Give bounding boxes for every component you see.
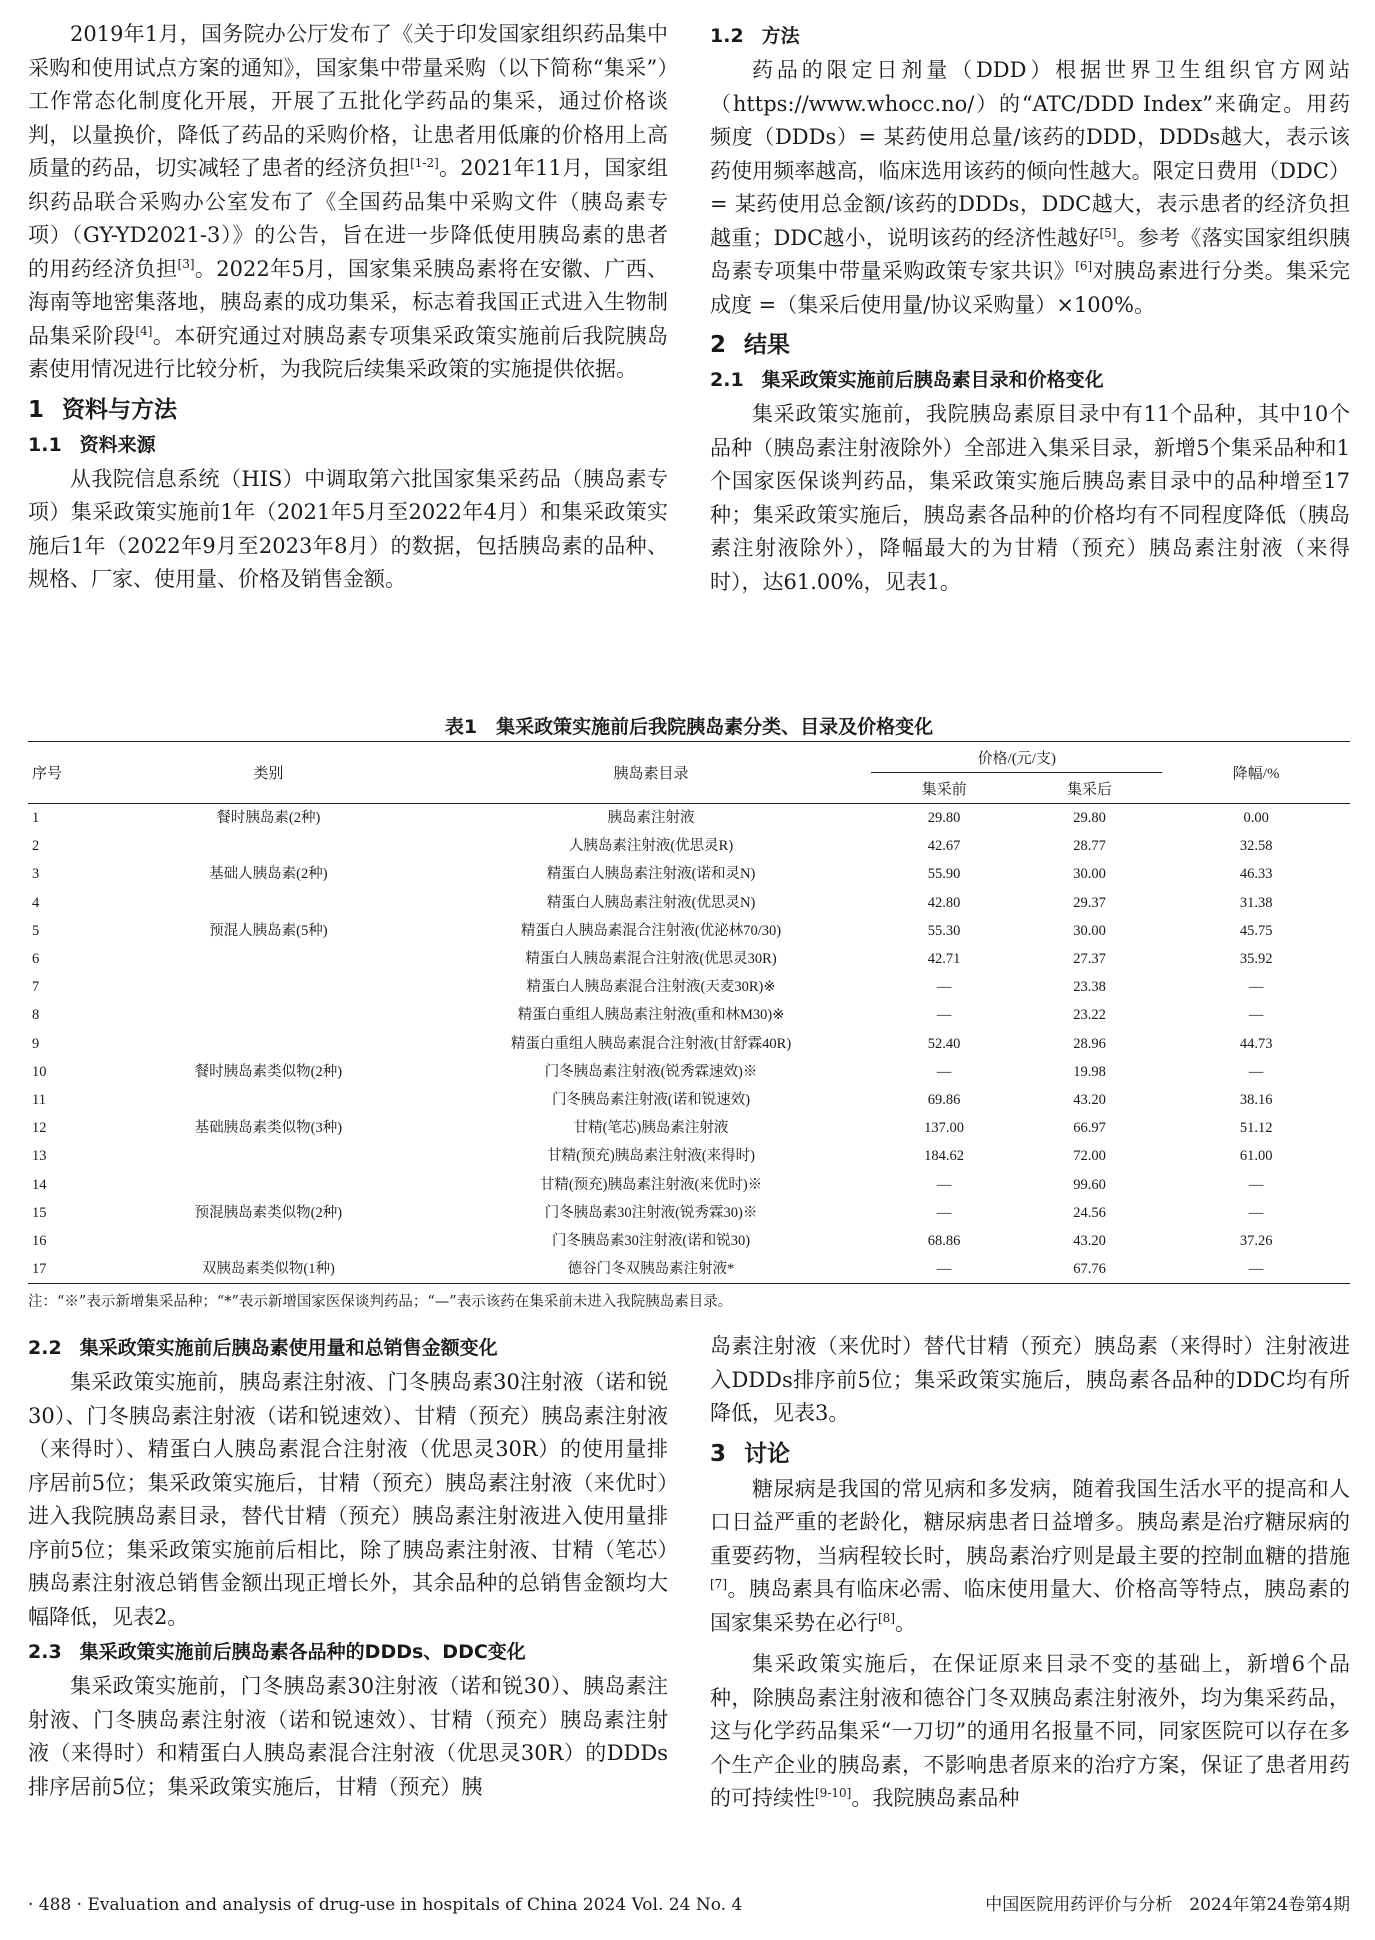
cell-reduction: 46.33	[1239, 866, 1273, 883]
cell-reduction: 44.73	[1239, 1035, 1273, 1052]
table-body	[28, 804, 1350, 1284]
discussion-paragraph-2: 集采政策实施后，在保证原来目录不变的基础上，新增6个品种，除胰岛素注射液和德谷门冬双胰岛素注射液外，均为集采药品，这与化学药品集采“一刀切”的通用名报量不同，同家医院可以存在多个生产企业的胰岛素，不影响患者原来的治疗方案，保证了患者用药的可持续性[9-10]。我院胰岛素品种	[710, 1652, 1350, 1810]
data-source-paragraph: 从我院信息系统（HIS）中调取第六批国家集采药品（胰岛素专项）集采政策实施前1年（2021年5月至2022年4月）和集采政策实施后1年（2022年9月至2023年8月）的数据，包括胰岛素的品种、规格、厂家、使用量、价格及销售金额。	[28, 466, 668, 591]
table-row	[28, 1001, 1350, 1029]
cell-reduction: —	[1248, 979, 1264, 996]
cell-price-after: 30.00	[1073, 922, 1106, 939]
table-row	[28, 1058, 1350, 1086]
cell-reduction: 32.58	[1239, 838, 1273, 855]
right-column-bottom	[710, 1330, 1350, 1816]
section-heading-results: 2 结果	[710, 332, 791, 358]
cell-price-after: 66.97	[1073, 1120, 1106, 1137]
footer-journal-en: · 488 · Evaluation and analysis of drug-use in hospitals of China 2024 Vol. 24 No. 4	[28, 1895, 743, 1915]
cell-category	[106, 1171, 431, 1199]
cell-category: 预混人胰岛素(5种)	[209, 922, 328, 939]
subsection-heading-usage: 2.2 集采政策实施前后胰岛素使用量和总销售金额变化	[28, 1337, 498, 1359]
cell-price-before: 42.71	[927, 951, 961, 968]
table-row	[28, 1030, 1350, 1058]
header-after: 集采后	[1017, 773, 1162, 804]
cell-reduction: 38.16	[1239, 1092, 1273, 1109]
cell-reduction: 31.38	[1239, 894, 1273, 911]
cell-drug: 精蛋白人胰岛素注射液(诺和灵N)	[546, 866, 756, 883]
cell-category	[106, 973, 431, 1001]
section-heading-materials: 1 资料与方法	[28, 396, 178, 423]
cell-drug: 甘精(预充)胰岛素注射液(来得时)	[547, 1148, 755, 1165]
cell-price-after: 43.20	[1073, 1092, 1106, 1109]
cell-seq: 7	[32, 979, 40, 996]
header-drug: 胰岛素目录	[431, 742, 872, 804]
cell-category	[106, 1142, 431, 1170]
table-row	[28, 860, 1350, 888]
cell-category: 基础人胰岛素(2种)	[209, 866, 328, 883]
table-row	[28, 1142, 1350, 1170]
cell-seq: 15	[32, 1204, 47, 1221]
cell-drug: 精蛋白人胰岛素混合注射液(天麦30R)※	[526, 979, 776, 996]
right-column-top	[710, 18, 1350, 599]
table-row	[28, 1255, 1350, 1284]
cell-reduction: —	[1248, 1007, 1264, 1024]
cell-price-before: 42.80	[927, 894, 961, 911]
cell-reduction: 45.75	[1239, 922, 1273, 939]
table-row	[28, 804, 1350, 833]
cell-reduction: —	[1248, 1063, 1264, 1080]
cell-seq: 3	[32, 866, 40, 883]
cell-drug: 甘精(预充)胰岛素注射液(来优时)※	[539, 1176, 763, 1193]
cell-price-after: 99.60	[1073, 1176, 1106, 1193]
cell-price-before: 29.80	[871, 804, 1016, 833]
cell-seq: 14	[32, 1176, 47, 1193]
cell-drug: 德谷门冬双胰岛素注射液*	[431, 1255, 872, 1284]
table-title: 表1 集采政策实施前后我院胰岛素分类、目录及价格变化	[444, 716, 934, 738]
subsection-heading-ddds: 2.3 集采政策实施前后胰岛素各品种的DDDs、DDC变化	[28, 1641, 526, 1663]
cell-price-after: 23.22	[1073, 1007, 1106, 1024]
cell-category	[106, 889, 431, 917]
cell-price-before: 137.00	[924, 1120, 965, 1137]
usage-paragraph: 集采政策实施前，胰岛素注射液、门冬胰岛素30注射液（诺和锐30）、门冬胰岛素注射液（诺和锐速效）、甘精（预充）胰岛素注射液（来得时）、精蛋白人胰岛素混合注射液（优思灵30R）的使用量排序居前5位；集采政策实施后，甘精（预充）胰岛素注射液（来优时）进入我院胰岛素目录，替代甘精（预充）胰岛素注射液进入使用量排序前5位；集采政策实施前后相比，除了胰岛素注射液、甘精（笔芯）胰岛素注射液总销售金额出现正增长外，其余品种的总销售金额均大幅降低，见表2。	[28, 1370, 668, 1629]
cell-reduction: —	[1162, 1255, 1350, 1284]
cell-category	[106, 1227, 431, 1255]
cell-price-before: —	[871, 1255, 1016, 1284]
footer-journal-cn: 中国医院用药评价与分析 2024年第24卷第4期	[985, 1895, 1350, 1915]
cell-drug: 甘精(笔芯)胰岛素注射液	[573, 1120, 729, 1137]
cell-drug: 精蛋白重组人胰岛素混合注射液(甘舒霖40R)	[510, 1035, 792, 1052]
cell-price-before: —	[936, 1176, 952, 1193]
cell-seq: 8	[32, 1007, 40, 1024]
catalog-paragraph: 集采政策实施前，我院胰岛素原目录中有11个品种，其中10个品种（胰岛素注射液除外）全部进入集采目录，新增5个集采品种和1个国家医保谈判药品，集采政策实施后胰岛素目录中的品种增至17种；集采政策实施后，胰岛素各品种的价格均有不同程度降低（胰岛素注射液除外），降幅最大的为甘精（预充）胰岛素注射液（来得时），达61.00%，见表1。	[710, 402, 1350, 594]
cell-seq: 9	[32, 1035, 40, 1052]
cell-drug: 门冬胰岛素注射液(锐秀霖速效)※	[544, 1063, 758, 1080]
header-category: 类别	[106, 742, 431, 804]
cell-price-after: 28.96	[1073, 1035, 1106, 1052]
table-row	[28, 973, 1350, 1001]
cell-price-before: 52.40	[927, 1035, 961, 1052]
cell-category	[106, 1086, 431, 1114]
cell-price-before: —	[936, 1063, 952, 1080]
cell-reduction: 61.00	[1239, 1148, 1273, 1165]
cell-price-before: 69.86	[927, 1092, 961, 1109]
cell-category	[106, 945, 431, 973]
cell-category: 餐时胰岛素类似物(2种)	[194, 1063, 343, 1080]
table-row	[28, 832, 1350, 860]
cell-seq: 6	[32, 951, 40, 968]
header-reduction: 降幅/%	[1162, 742, 1350, 804]
cell-drug: 门冬胰岛素注射液(诺和锐速效)	[551, 1092, 751, 1109]
cell-seq: 11	[32, 1092, 46, 1109]
table-1	[28, 713, 1350, 1311]
table-row	[28, 1086, 1350, 1114]
cell-price-before: —	[936, 1204, 952, 1221]
cell-price-after: 27.37	[1073, 951, 1106, 968]
subsection-heading-catalog: 2.1 集采政策实施前后胰岛素目录和价格变化	[710, 369, 1104, 391]
ddds-paragraph: 集采政策实施前，门冬胰岛素30注射液（诺和锐30）、胰岛素注射液、门冬胰岛素注射液（诺和锐速效）、甘精（预充）胰岛素注射液（来得时）和精蛋白人胰岛素混合注射液（优思灵30R）的DDDs排序居前5位；集采政策实施后，甘精（预充）胰	[28, 1674, 668, 1799]
table-row	[28, 1171, 1350, 1199]
header-before: 集采前	[871, 773, 1016, 804]
cell-category: 基础胰岛素类似物(3种)	[194, 1120, 343, 1137]
insulin-price-table	[28, 741, 1350, 1284]
cell-reduction: 35.92	[1239, 951, 1273, 968]
cell-drug: 门冬胰岛素30注射液(锐秀霖30)※	[544, 1204, 758, 1221]
cell-price-after: 24.56	[1073, 1204, 1106, 1221]
header-price: 价格/(元/支)	[871, 742, 1162, 773]
section-heading-discussion: 3 讨论	[710, 1440, 791, 1467]
cell-seq: 5	[32, 922, 40, 939]
table-row	[28, 945, 1350, 973]
ddds-paragraph-continued: 岛素注射液（来优时）替代甘精（预充）胰岛素（来得时）注射液进入DDDs排序前5位；集采政策实施后，胰岛素各品种的DDC均有所降低，见表3。	[710, 1334, 1350, 1425]
header-seq: 序号	[28, 742, 106, 804]
cell-price-after: 29.80	[1017, 804, 1162, 833]
subsection-heading-source: 1.1 资料来源	[28, 433, 156, 456]
cell-price-after: 28.77	[1073, 838, 1106, 855]
cell-drug: 精蛋白人胰岛素混合注射液(优思灵30R)	[525, 951, 777, 968]
subsection-heading-method: 1.2 方法	[710, 25, 800, 47]
cell-price-before: 55.30	[927, 922, 961, 939]
cell-price-after: 67.76	[1017, 1255, 1162, 1284]
left-column-top	[28, 18, 668, 597]
cell-price-after: 43.20	[1073, 1233, 1106, 1250]
table-row	[28, 917, 1350, 945]
cell-seq: 2	[32, 838, 40, 855]
cell-seq: 12	[32, 1120, 47, 1137]
cell-seq: 17	[28, 1255, 106, 1284]
discussion-paragraph-1: 糖尿病是我国的常见病和多发病，随着我国生活水平的提高和人口日益严重的老龄化，糖尿病患者日益增多。胰岛素是治疗糖尿病的重要药物，当病程较长时，胰岛素治疗则是最主要的控制血糖的措施[7]。胰岛素具有临床必需、临床使用量大、价格高等特点，胰岛素的国家集采势在必行[8]。	[710, 1476, 1350, 1635]
cell-category	[106, 832, 431, 860]
cell-reduction: 37.26	[1239, 1233, 1273, 1250]
cell-category: 预混胰岛素类似物(2种)	[194, 1204, 343, 1221]
cell-price-after: 29.37	[1073, 894, 1106, 911]
cell-seq: 10	[32, 1063, 47, 1080]
left-column-bottom	[28, 1330, 668, 1804]
cell-category: 餐时胰岛素(2种)	[106, 804, 431, 833]
cell-seq: 4	[32, 894, 40, 911]
cell-price-before: 55.90	[927, 866, 961, 883]
cell-price-after: 72.00	[1073, 1148, 1106, 1165]
cell-category	[106, 1001, 431, 1029]
intro-paragraph: 2019年1月，国务院办公厅发布了《关于印发国家组织药品集中采购和使用试点方案的通知》，国家集中带量采购（以下简称“集采”）工作常态化制度化开展，开展了五批化学药品的集采，通过价格谈判，以量换价，降低了药品的采购价格，让患者用低廉的价格用上高质量的药品，切实减轻了患者的经济负担[1-2]。2021年11月，国家组织药品联合采购办公室发布了《全国药品集中采购文件（胰岛素专项）（GY-YD2021-3）》的公告，旨在进一步降低使用胰岛素的患者的用药经济负担[3]。2022年5月，国家集采胰岛素将在安徽、广西、海南等地密集落地，胰岛素的成功集采，标志着我国正式进入生物制品集采阶段[4]。本研究通过对胰岛素专项集采政策实施前后我院胰岛素使用情况进行比较分析，为我院后续集采政策的实施提供依据。	[28, 22, 669, 381]
cell-reduction: —	[1248, 1176, 1264, 1193]
cell-price-after: 30.00	[1073, 866, 1106, 883]
method-paragraph: 药品的限定日剂量（DDD）根据世界卫生组织官方网站（https://www.whocc.no/）的“ATC/DDD Index”来确定。用药频度（DDDs）= 某药使用总量/该药的DDD，DDDs越大，表示该药使用频率越高，临床选用该药的倾向性越大。限定日费用（DDC）= 某药使用总金额/该药的DDDs，DDC越大，表示患者的经济负担越重；DDC越小，说明该药的经济性越好[5]。参考《落实国家组织胰岛素专项集中带量采购政策专家共识》[6]对胰岛素进行分类。集采完成度 =（集采后使用量/协议采购量）×100%。	[710, 58, 1351, 317]
cell-reduction: 51.12	[1239, 1120, 1273, 1137]
cell-drug: 精蛋白人胰岛素注射液(优思灵N)	[546, 894, 756, 911]
table-row	[28, 1114, 1350, 1142]
cell-price-before: —	[936, 979, 952, 996]
cell-seq: 16	[32, 1233, 47, 1250]
cell-price-before: —	[936, 1007, 952, 1024]
table-note: 注：“※”表示新增集采品种；“*”表示新增国家医保谈判药品；“—”表示该药在集采前未进入我院胰岛素目录。	[28, 1294, 733, 1311]
cell-drug: 门冬胰岛素30注射液(诺和锐30)	[551, 1233, 751, 1250]
cell-drug: 胰岛素注射液	[431, 804, 872, 833]
cell-drug: 精蛋白重组人胰岛素注射液(重和林M30)※	[517, 1007, 785, 1024]
cell-price-after: 23.38	[1073, 979, 1106, 996]
cell-category: 双胰岛素类似物(1种)	[106, 1255, 431, 1284]
cell-price-before: 68.86	[927, 1233, 961, 1250]
cell-reduction: —	[1248, 1204, 1264, 1221]
cell-drug: 人胰岛素注射液(优思灵R)	[568, 838, 734, 855]
table-row	[28, 1199, 1350, 1227]
cell-price-after: 19.98	[1073, 1063, 1106, 1080]
cell-seq: 13	[32, 1148, 47, 1165]
cell-reduction: 0.00	[1162, 804, 1350, 833]
cell-price-before: 184.62	[924, 1148, 965, 1165]
cell-price-before: 42.67	[927, 838, 961, 855]
table-row	[28, 1227, 1350, 1255]
cell-drug: 精蛋白人胰岛素混合注射液(优泌林70/30)	[520, 922, 782, 939]
table-row	[28, 889, 1350, 917]
cell-category	[106, 1030, 431, 1058]
cell-seq: 1	[28, 804, 106, 833]
